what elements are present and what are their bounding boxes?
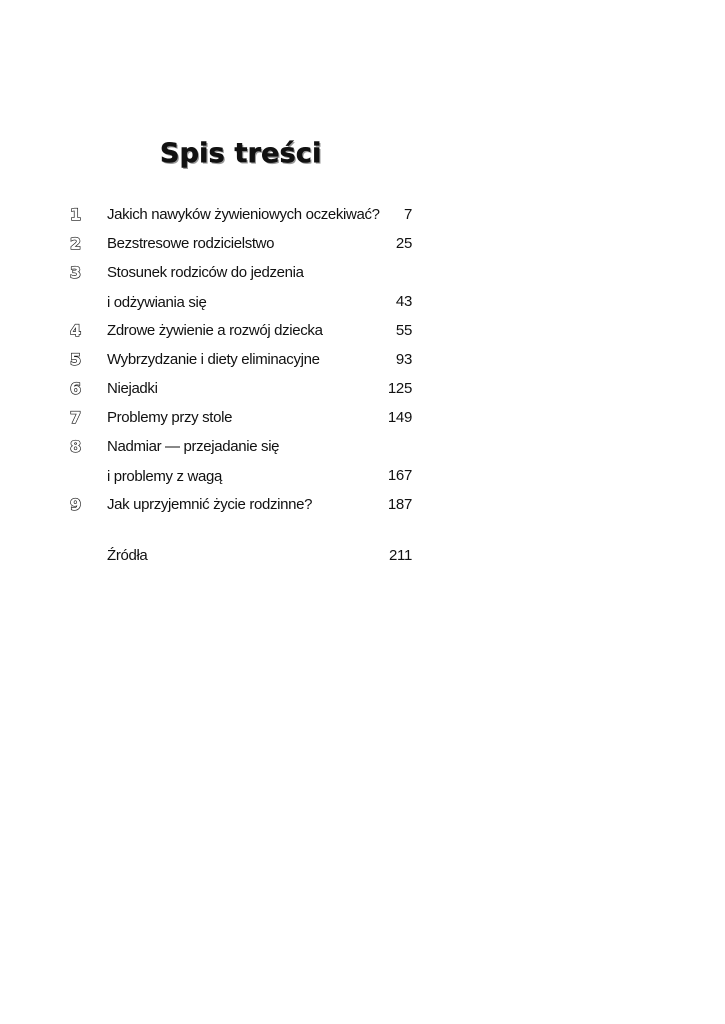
chapter-title [107,432,377,492]
chapter-number: 7 [70,408,82,427]
chapter-number: 1 [70,205,82,224]
chapter-title [107,374,377,404]
chapter-title-line: i odżywiania się [107,294,207,311]
chapter-title-line: Bezstresowe rodzicielstwo [107,235,275,252]
chapter-title-line: Wybrzydzanie i diety eliminacyjne [107,351,320,368]
chapter-title-line: Jak uprzyjemnić życie rodzinne? [107,496,313,513]
page-number: 167 [387,467,412,484]
chapter-title [107,345,377,375]
page-number: 187 [387,496,412,513]
sources-label: Źródła [107,547,148,564]
page-number: 93 [395,351,412,368]
chapter-title [107,490,377,520]
chapter-title-line: i problemy z wagą [107,468,222,485]
page-number: 149 [387,409,412,426]
chapter-title-line: Niejadki [107,380,158,397]
chapter-title [107,316,377,346]
page-number: 43 [395,293,412,310]
page-number: 25 [395,235,412,252]
chapter-title [107,258,377,318]
page-number: 211 [388,547,412,564]
chapter-title [107,200,380,230]
chapter-title [107,229,377,259]
chapter-number: 5 [70,350,82,369]
page-number: 7 [403,206,412,223]
chapter-number: 3 [70,263,82,282]
chapter-number: 4 [70,321,82,340]
page-title: Spis treści [160,138,322,169]
chapter-title-line: Stosunek rodziców do jedzenia [107,264,304,281]
toc-entry-9 [70,494,412,523]
chapter-number: 9 [70,495,82,514]
chapter-number: 8 [70,437,82,456]
toc-entry-8 [70,436,412,494]
page-number: 125 [387,380,412,397]
toc-entry-sources [70,545,412,574]
chapter-title [107,403,377,433]
chapter-number: 6 [70,379,82,398]
page-number: 55 [395,322,412,339]
table-of-contents [70,204,412,574]
sources-title [107,541,377,571]
chapter-title-line: Zdrowe żywienie a rozwój dziecka [107,322,323,339]
chapter-title-line: Jakich nawyków żywieniowych oczekiwać? [107,206,380,223]
chapter-title-line: Nadmiar — przejadanie się [107,438,280,455]
chapter-title-line: Problemy przy stole [107,409,233,426]
chapter-number: 2 [70,234,82,253]
toc-entry-3 [70,262,412,320]
